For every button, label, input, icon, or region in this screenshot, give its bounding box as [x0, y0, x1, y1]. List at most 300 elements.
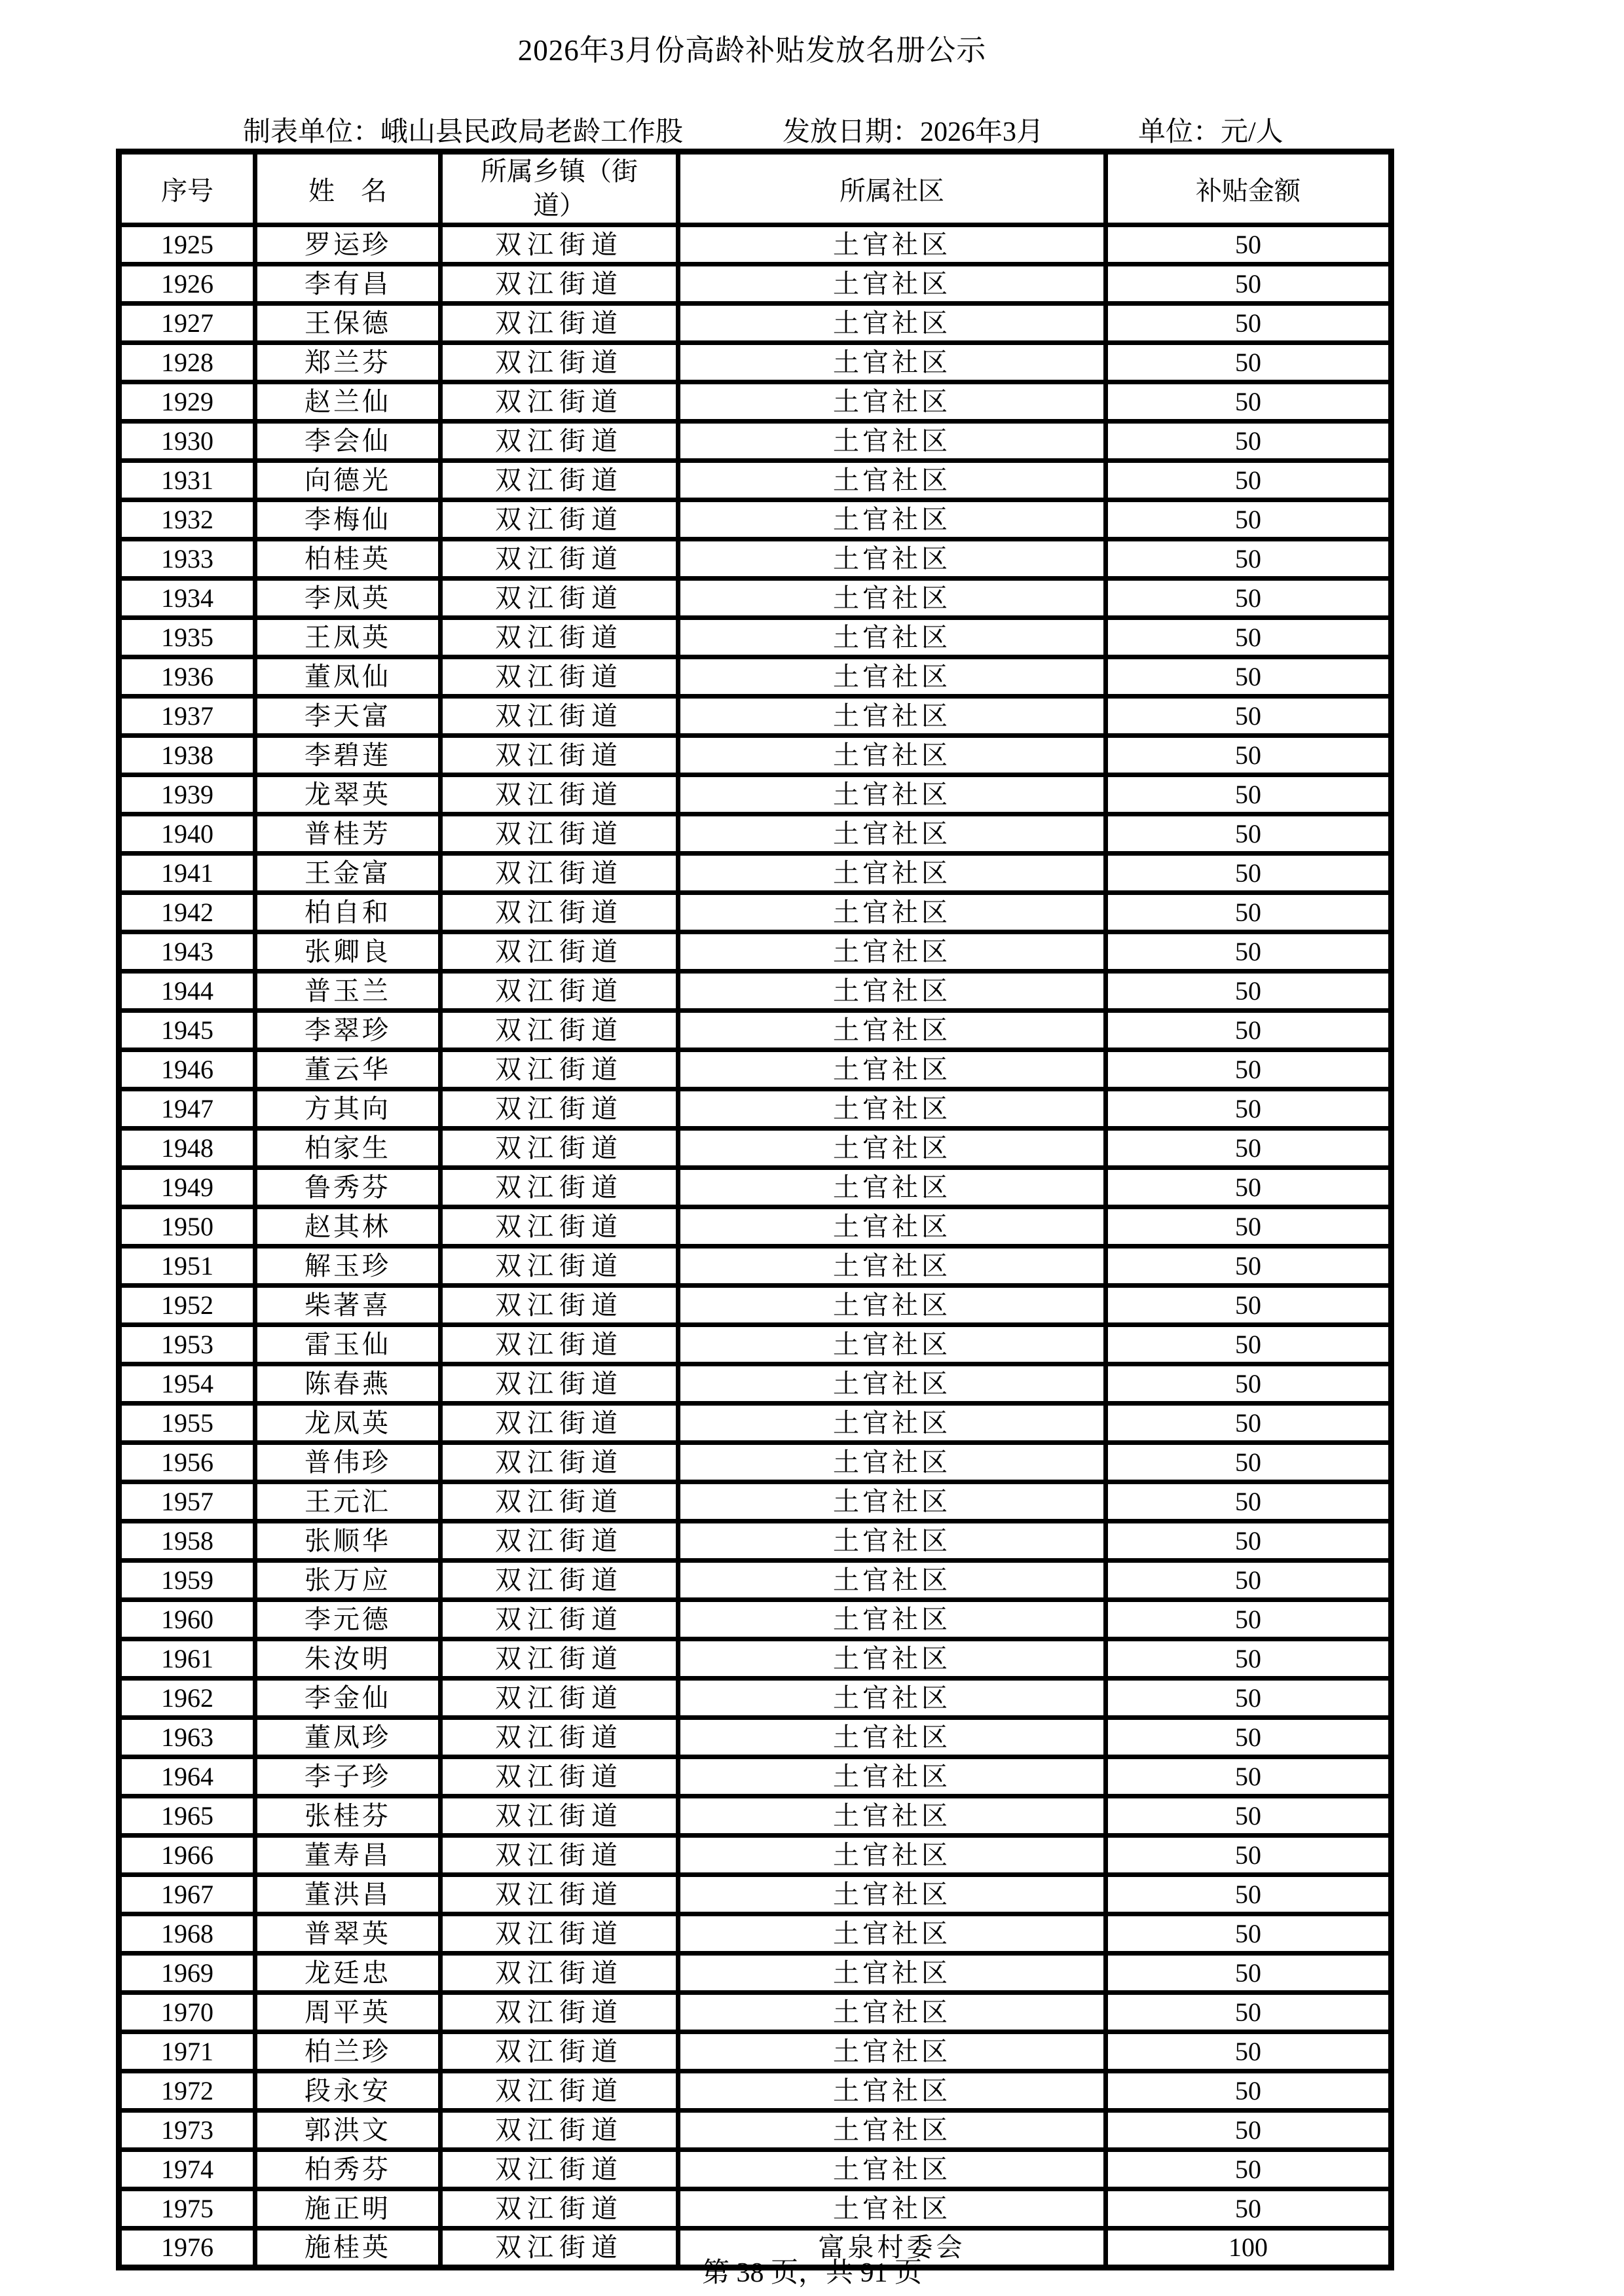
amount-cell: 50 [1106, 1207, 1392, 1247]
community-cell: 土官社区 [678, 1679, 1106, 1718]
community-cell: 土官社区 [678, 932, 1106, 972]
town-cell: 双江街道 [441, 775, 678, 814]
town-cell: 双江街道 [441, 893, 678, 932]
amount-cell: 50 [1106, 304, 1392, 343]
name-cell: 龙凤英 [255, 1404, 441, 1443]
col-header-town [441, 152, 678, 225]
amount-cell: 50 [1106, 264, 1392, 304]
town-cell: 双江街道 [441, 225, 678, 264]
community-cell: 土官社区 [678, 1796, 1106, 1836]
table-row [119, 1443, 1392, 1482]
amount-cell: 50 [1106, 1247, 1392, 1286]
community-cell: 土官社区 [678, 2150, 1106, 2189]
name-cell: 柏兰珍 [255, 2032, 441, 2071]
name-cell: 董洪昌 [255, 1875, 441, 1914]
community-cell: 土官社区 [678, 2032, 1106, 2071]
community-cell: 土官社区 [678, 618, 1106, 657]
serial-cell: 1969 [119, 1954, 255, 1993]
table-row [119, 500, 1392, 539]
table-row [119, 2150, 1392, 2189]
amount-cell: 50 [1106, 932, 1392, 972]
col-header-community: 所属社区 [678, 152, 1106, 225]
amount-cell: 50 [1106, 2032, 1392, 2071]
community-cell: 土官社区 [678, 1718, 1106, 1757]
table-row [119, 1286, 1392, 1325]
name-cell: 普桂芳 [255, 814, 441, 854]
serial-cell: 1940 [119, 814, 255, 854]
serial-cell: 1971 [119, 2032, 255, 2071]
amount-cell: 50 [1106, 539, 1392, 579]
table-row [119, 657, 1392, 697]
amount-cell: 50 [1106, 1325, 1392, 1364]
amount-cell: 50 [1106, 1089, 1392, 1129]
amount-cell: 50 [1106, 2189, 1392, 2229]
serial-cell: 1965 [119, 1796, 255, 1836]
table-row [119, 2111, 1392, 2150]
table-row [119, 1679, 1392, 1718]
community-cell: 土官社区 [678, 1325, 1106, 1364]
serial-cell: 1944 [119, 972, 255, 1011]
amount-cell: 50 [1106, 1836, 1392, 1875]
town-cell: 双江街道 [441, 618, 678, 657]
table-row [119, 1561, 1392, 1600]
name-cell: 李会仙 [255, 422, 441, 461]
name-cell: 王保德 [255, 304, 441, 343]
table-row [119, 1364, 1392, 1404]
town-cell: 双江街道 [441, 2032, 678, 2071]
table-row [119, 1168, 1392, 1207]
serial-cell: 1946 [119, 1050, 255, 1089]
name-cell: 郭洪文 [255, 2111, 441, 2150]
name-cell: 董寿昌 [255, 1836, 441, 1875]
table-row [119, 1993, 1392, 2032]
page-title: 2026年3月份高龄补贴发放名册公示 [517, 34, 987, 67]
serial-cell: 1934 [119, 579, 255, 618]
town-cell: 双江街道 [441, 932, 678, 972]
community-cell: 土官社区 [678, 225, 1106, 264]
name-cell: 周平英 [255, 1993, 441, 2032]
table-row [119, 343, 1392, 382]
town-cell: 双江街道 [441, 1482, 678, 1522]
serial-cell: 1974 [119, 2150, 255, 2189]
serial-cell: 1976 [119, 2229, 255, 2268]
amount-cell: 50 [1106, 893, 1392, 932]
name-cell: 柏自和 [255, 893, 441, 932]
town-cell: 双江街道 [441, 1561, 678, 1600]
serial-cell: 1950 [119, 1207, 255, 1247]
town-cell: 双江街道 [441, 382, 678, 422]
serial-cell: 1973 [119, 2111, 255, 2150]
table-maker-label: 制表单位：峨山县民政局老龄工作股 [243, 117, 684, 147]
town-cell: 双江街道 [441, 1875, 678, 1914]
name-cell: 王元汇 [255, 1482, 441, 1522]
table-row [119, 854, 1392, 893]
town-cell: 双江街道 [441, 1757, 678, 1796]
name-cell: 赵其林 [255, 1207, 441, 1247]
name-cell: 李子珍 [255, 1757, 441, 1796]
town-cell: 双江街道 [441, 1050, 678, 1089]
serial-cell: 1962 [119, 1679, 255, 1718]
community-cell: 土官社区 [678, 1914, 1106, 1954]
town-cell: 双江街道 [441, 1954, 678, 1993]
amount-cell: 50 [1106, 972, 1392, 1011]
table-row [119, 1914, 1392, 1954]
name-cell: 向德光 [255, 461, 441, 500]
town-cell: 双江街道 [441, 343, 678, 382]
col-header-name: 姓 名 [255, 152, 441, 225]
name-cell: 董凤珍 [255, 1718, 441, 1757]
name-cell: 普翠英 [255, 1914, 441, 1954]
table-row [119, 1129, 1392, 1168]
name-cell: 鲁秀芬 [255, 1168, 441, 1207]
name-cell: 陈春燕 [255, 1364, 441, 1404]
meta-line [0, 110, 1624, 147]
amount-cell: 50 [1106, 736, 1392, 775]
amount-cell: 50 [1106, 1757, 1392, 1796]
amount-cell: 50 [1106, 2071, 1392, 2111]
name-cell: 段永安 [255, 2071, 441, 2111]
serial-cell: 1927 [119, 304, 255, 343]
amount-cell: 50 [1106, 1522, 1392, 1561]
amount-cell: 50 [1106, 1954, 1392, 1993]
community-cell: 土官社区 [678, 1482, 1106, 1522]
community-cell: 土官社区 [678, 814, 1106, 854]
table-row [119, 2071, 1392, 2111]
amount-cell: 50 [1106, 697, 1392, 736]
community-cell: 土官社区 [678, 1993, 1106, 2032]
town-cell: 双江街道 [441, 579, 678, 618]
name-cell: 李碧莲 [255, 736, 441, 775]
town-cell: 双江街道 [441, 1993, 678, 2032]
town-cell: 双江街道 [441, 1364, 678, 1404]
town-cell: 双江街道 [441, 1207, 678, 1247]
amount-cell: 50 [1106, 1482, 1392, 1522]
town-cell: 双江街道 [441, 2150, 678, 2189]
table-row [119, 304, 1392, 343]
table-row [119, 697, 1392, 736]
name-cell: 李凤英 [255, 579, 441, 618]
community-cell: 土官社区 [678, 1364, 1106, 1404]
name-cell: 李翠珍 [255, 1011, 441, 1050]
community-cell: 土官社区 [678, 1247, 1106, 1286]
name-cell: 罗运珍 [255, 225, 441, 264]
serial-cell: 1933 [119, 539, 255, 579]
community-cell: 土官社区 [678, 2071, 1106, 2111]
table-row [119, 775, 1392, 814]
serial-cell: 1972 [119, 2071, 255, 2111]
serial-cell: 1936 [119, 657, 255, 697]
amount-cell: 50 [1106, 1875, 1392, 1914]
name-cell: 柴著喜 [255, 1286, 441, 1325]
serial-cell: 1925 [119, 225, 255, 264]
table-row [119, 422, 1392, 461]
serial-cell: 1956 [119, 1443, 255, 1482]
name-cell: 普玉兰 [255, 972, 441, 1011]
town-cell: 双江街道 [441, 1089, 678, 1129]
community-cell: 土官社区 [678, 1875, 1106, 1914]
community-cell: 土官社区 [678, 1757, 1106, 1796]
name-cell: 王金富 [255, 854, 441, 893]
town-cell: 双江街道 [441, 736, 678, 775]
town-cell: 双江街道 [441, 1679, 678, 1718]
amount-cell: 100 [1106, 2229, 1392, 2268]
name-cell: 柏桂英 [255, 539, 441, 579]
name-cell: 雷玉仙 [255, 1325, 441, 1364]
community-cell: 土官社区 [678, 264, 1106, 304]
town-cell: 双江街道 [441, 1600, 678, 1639]
table-row [119, 1404, 1392, 1443]
serial-cell: 1932 [119, 500, 255, 539]
table-row [119, 382, 1392, 422]
table-row [119, 1011, 1392, 1050]
serial-cell: 1938 [119, 736, 255, 775]
col-header-amount: 补贴金额 [1106, 152, 1392, 225]
serial-cell: 1966 [119, 1836, 255, 1875]
serial-cell: 1945 [119, 1011, 255, 1050]
community-cell: 土官社区 [678, 972, 1106, 1011]
name-cell: 张桂芬 [255, 1796, 441, 1836]
unit-label: 单位：元/人 [1138, 117, 1283, 147]
amount-cell: 50 [1106, 579, 1392, 618]
serial-cell: 1963 [119, 1718, 255, 1757]
amount-cell: 50 [1106, 2150, 1392, 2189]
town-cell: 双江街道 [441, 814, 678, 854]
serial-cell: 1937 [119, 697, 255, 736]
name-cell: 柏家生 [255, 1129, 441, 1168]
amount-cell: 50 [1106, 775, 1392, 814]
table-row [119, 225, 1392, 264]
name-cell: 李金仙 [255, 1679, 441, 1718]
name-cell: 赵兰仙 [255, 382, 441, 422]
town-cell: 双江街道 [441, 1718, 678, 1757]
community-cell: 土官社区 [678, 1129, 1106, 1168]
issue-date-label: 发放日期：2026年3月 [783, 117, 1044, 147]
table-row [119, 1600, 1392, 1639]
community-cell: 土官社区 [678, 1286, 1106, 1325]
town-cell: 双江街道 [441, 304, 678, 343]
name-cell: 张卿良 [255, 932, 441, 972]
serial-cell: 1953 [119, 1325, 255, 1364]
serial-cell: 1942 [119, 893, 255, 932]
table-row [119, 814, 1392, 854]
serial-cell: 1959 [119, 1561, 255, 1600]
community-cell: 土官社区 [678, 579, 1106, 618]
name-cell: 董凤仙 [255, 657, 441, 697]
community-cell: 土官社区 [678, 1011, 1106, 1050]
town-cell: 双江街道 [441, 1168, 678, 1207]
serial-cell: 1958 [119, 1522, 255, 1561]
serial-cell: 1947 [119, 1089, 255, 1129]
community-cell: 土官社区 [678, 2111, 1106, 2150]
col-header-town-text: 所属乡镇（街道） [481, 156, 638, 220]
community-cell: 土官社区 [678, 697, 1106, 736]
table-row [119, 1247, 1392, 1286]
town-cell: 双江街道 [441, 697, 678, 736]
serial-cell: 1954 [119, 1364, 255, 1404]
amount-cell: 50 [1106, 1050, 1392, 1089]
community-cell: 土官社区 [678, 893, 1106, 932]
name-cell: 张顺华 [255, 1522, 441, 1561]
amount-cell: 50 [1106, 657, 1392, 697]
serial-cell: 1960 [119, 1600, 255, 1639]
amount-cell: 50 [1106, 1443, 1392, 1482]
town-cell: 双江街道 [441, 1286, 678, 1325]
name-cell: 施正明 [255, 2189, 441, 2229]
table-row [119, 461, 1392, 500]
name-cell: 郑兰芬 [255, 343, 441, 382]
serial-cell: 1952 [119, 1286, 255, 1325]
community-cell: 土官社区 [678, 1404, 1106, 1443]
serial-cell: 1967 [119, 1875, 255, 1914]
table-row [119, 1522, 1392, 1561]
serial-cell: 1970 [119, 1993, 255, 2032]
table-row [119, 1639, 1392, 1679]
serial-cell: 1957 [119, 1482, 255, 1522]
community-cell: 土官社区 [678, 1050, 1106, 1089]
amount-cell: 50 [1106, 1639, 1392, 1679]
amount-cell: 50 [1106, 382, 1392, 422]
community-cell: 土官社区 [678, 461, 1106, 500]
amount-cell: 50 [1106, 1914, 1392, 1954]
town-cell: 双江街道 [441, 1522, 678, 1561]
town-cell: 双江街道 [441, 1325, 678, 1364]
table-row [119, 1207, 1392, 1247]
name-cell: 龙翠英 [255, 775, 441, 814]
town-cell: 双江街道 [441, 2229, 678, 2268]
community-cell: 富泉村委会 [678, 2229, 1106, 2268]
serial-cell: 1941 [119, 854, 255, 893]
serial-cell: 1964 [119, 1757, 255, 1796]
name-cell: 董云华 [255, 1050, 441, 1089]
amount-cell: 50 [1106, 1364, 1392, 1404]
amount-cell: 50 [1106, 2111, 1392, 2150]
name-cell: 龙廷忠 [255, 1954, 441, 1993]
community-cell: 土官社区 [678, 1600, 1106, 1639]
serial-cell: 1930 [119, 422, 255, 461]
town-cell: 双江街道 [441, 1914, 678, 1954]
serial-cell: 1975 [119, 2189, 255, 2229]
table-row [119, 264, 1392, 304]
table-row [119, 1757, 1392, 1796]
community-cell: 土官社区 [678, 1089, 1106, 1129]
name-cell: 普伟珍 [255, 1443, 441, 1482]
serial-cell: 1951 [119, 1247, 255, 1286]
table-row [119, 932, 1392, 972]
town-cell: 双江街道 [441, 2189, 678, 2229]
community-cell: 土官社区 [678, 382, 1106, 422]
table-row [119, 1836, 1392, 1875]
serial-cell: 1968 [119, 1914, 255, 1954]
serial-cell: 1931 [119, 461, 255, 500]
town-cell: 双江街道 [441, 1011, 678, 1050]
town-cell: 双江街道 [441, 539, 678, 579]
amount-cell: 50 [1106, 854, 1392, 893]
page-number-footer: 第 38 页，共 91 页 [701, 2258, 922, 2288]
amount-cell: 50 [1106, 461, 1392, 500]
town-cell: 双江街道 [441, 1796, 678, 1836]
table-row [119, 2189, 1392, 2229]
amount-cell: 50 [1106, 343, 1392, 382]
amount-cell: 50 [1106, 1796, 1392, 1836]
table-row [119, 1089, 1392, 1129]
serial-cell: 1961 [119, 1639, 255, 1679]
town-cell: 双江街道 [441, 500, 678, 539]
name-cell: 李元德 [255, 1600, 441, 1639]
community-cell: 土官社区 [678, 2189, 1106, 2229]
town-cell: 双江街道 [441, 657, 678, 697]
community-cell: 土官社区 [678, 854, 1106, 893]
community-cell: 土官社区 [678, 775, 1106, 814]
table-row [119, 1954, 1392, 1993]
amount-cell: 50 [1106, 1600, 1392, 1639]
header-row [119, 152, 1392, 225]
town-cell: 双江街道 [441, 1247, 678, 1286]
community-cell: 土官社区 [678, 539, 1106, 579]
community-cell: 土官社区 [678, 1639, 1106, 1679]
name-cell: 李梅仙 [255, 500, 441, 539]
table-row [119, 736, 1392, 775]
community-cell: 土官社区 [678, 1954, 1106, 1993]
name-cell: 王凤英 [255, 618, 441, 657]
town-cell: 双江街道 [441, 264, 678, 304]
community-cell: 土官社区 [678, 1443, 1106, 1482]
community-cell: 土官社区 [678, 422, 1106, 461]
town-cell: 双江街道 [441, 422, 678, 461]
town-cell: 双江街道 [441, 854, 678, 893]
community-cell: 土官社区 [678, 736, 1106, 775]
name-cell: 解玉珍 [255, 1247, 441, 1286]
town-cell: 双江街道 [441, 1404, 678, 1443]
town-cell: 双江街道 [441, 1639, 678, 1679]
community-cell: 土官社区 [678, 1522, 1106, 1561]
table-row [119, 893, 1392, 932]
serial-cell: 1943 [119, 932, 255, 972]
name-cell: 李天富 [255, 697, 441, 736]
serial-cell: 1939 [119, 775, 255, 814]
amount-cell: 50 [1106, 1129, 1392, 1168]
table-row [119, 579, 1392, 618]
serial-cell: 1948 [119, 1129, 255, 1168]
amount-cell: 50 [1106, 1168, 1392, 1207]
town-cell: 双江街道 [441, 2111, 678, 2150]
name-cell: 李有昌 [255, 264, 441, 304]
table-row [119, 1325, 1392, 1364]
table-row [119, 2032, 1392, 2071]
name-cell: 柏秀芬 [255, 2150, 441, 2189]
table-row [119, 1796, 1392, 1836]
name-cell: 施桂英 [255, 2229, 441, 2268]
name-cell: 张万应 [255, 1561, 441, 1600]
amount-cell: 50 [1106, 225, 1392, 264]
name-cell: 方其向 [255, 1089, 441, 1129]
table-row [119, 1875, 1392, 1914]
community-cell: 土官社区 [678, 1168, 1106, 1207]
town-cell: 双江街道 [441, 2071, 678, 2111]
table-row [119, 618, 1392, 657]
subsidy-roster-table [116, 149, 1394, 2270]
name-cell: 朱汝明 [255, 1639, 441, 1679]
amount-cell: 50 [1106, 1679, 1392, 1718]
amount-cell: 50 [1106, 1993, 1392, 2032]
col-header-serial: 序号 [119, 152, 255, 225]
community-cell: 土官社区 [678, 304, 1106, 343]
serial-cell: 1929 [119, 382, 255, 422]
serial-cell: 1935 [119, 618, 255, 657]
amount-cell: 50 [1106, 500, 1392, 539]
town-cell: 双江街道 [441, 461, 678, 500]
serial-cell: 1955 [119, 1404, 255, 1443]
table-row [119, 972, 1392, 1011]
